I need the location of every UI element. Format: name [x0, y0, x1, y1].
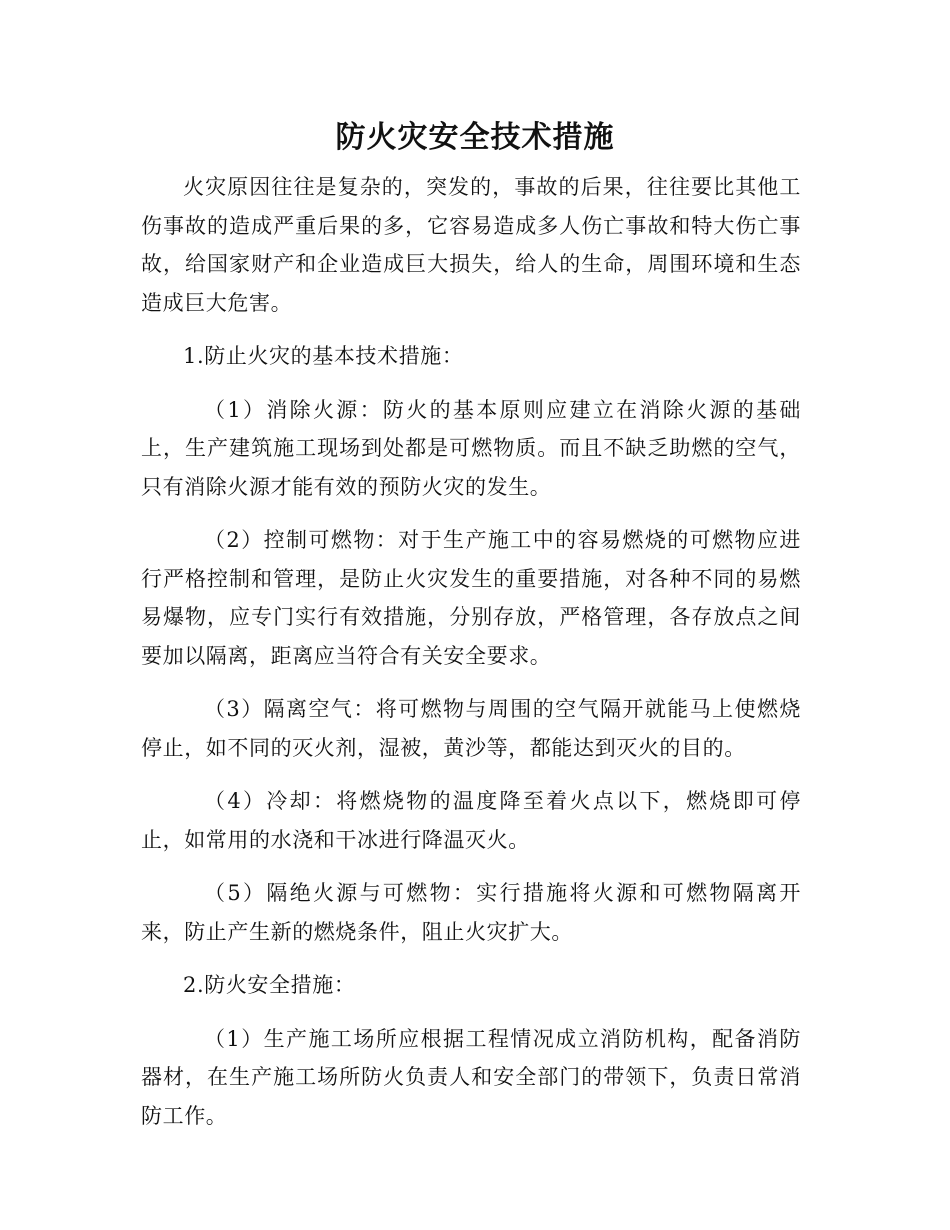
- measure-paragraph-isolate-air: （3）隔离空气：将可燃物与周围的空气隔开就能马上使燃烧停止，如不同的灭火剂，湿被，黄沙等，都能达到灭火的目的。: [141, 697, 801, 760]
- document-body: [141, 168, 801, 1135]
- measure-paragraph-separate-source-combustibles: （5）隔绝火源与可燃物：实行措施将火源和可燃物隔离开来，防止产生新的燃烧条件，阻止火灾扩大。: [141, 881, 801, 944]
- document-title: 防火灾安全技术措施: [335, 120, 615, 155]
- measure-paragraph-control-combustibles: （2）控制可燃物：对于生产施工中的容易燃烧的可燃物应进行严格控制和管理，是防止火灾发生的重要措施，对各种不同的易燃易爆物，应专门实行有效措施，分别存放，严格管理，各存放点之间要加以隔离，距离应当符合有关安全要求。: [141, 528, 801, 668]
- measure-paragraph-cooling: （4）冷却：将燃烧物的温度降至着火点以下，燃烧即可停止，如常用的水浇和干冰进行降温灭火。: [141, 789, 801, 852]
- section-heading-basic-measures: 1.防止火灾的基本技术措施：: [183, 344, 464, 368]
- section-heading-fire-safety-measures: 2.防火安全措施：: [183, 973, 356, 997]
- intro-paragraph: 火灾原因往往是复杂的，突发的，事故的后果，往往要比其他工伤事故的造成严重后果的多，它容易造成多人伤亡事故和特大伤亡事故，给国家财产和企业造成巨大损失，给人的生命，周围环境和生态造成巨大危害。: [141, 175, 801, 315]
- measure-paragraph-fire-organization: （1）生产施工场所应根据工程情况成立消防机构，配备消防器材，在生产施工场所防火负责人和安全部门的带领下，负责日常消防工作。: [141, 1026, 801, 1128]
- measure-paragraph-eliminate-fire-source: （1）消除火源：防火的基本原则应建立在消除火源的基础上，生产建筑施工现场到处都是可燃物质。而且不缺乏助燃的空气，只有消除火源才能有效的预防火灾的发生。: [141, 397, 801, 499]
